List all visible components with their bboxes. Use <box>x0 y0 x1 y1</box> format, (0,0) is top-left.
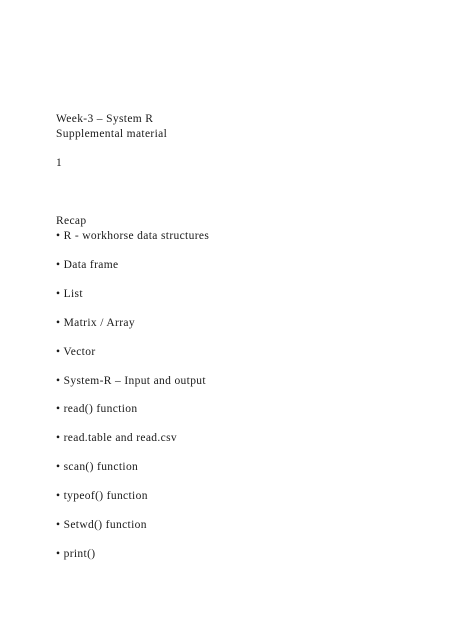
recap-heading: Recap <box>56 215 87 227</box>
title-line-1: Week-3 – System R <box>56 113 154 125</box>
list-item: • List <box>56 288 83 300</box>
list-item: • Matrix / Array <box>56 317 135 329</box>
list-item: • read() function <box>56 403 138 415</box>
list-item: • read.table and read.csv <box>56 432 178 444</box>
list-item: • Data frame <box>56 259 119 271</box>
list-item: • System-R – Input and output <box>56 375 206 387</box>
list-item: • print() <box>56 548 96 560</box>
list-item: • Setwd() function <box>56 519 147 531</box>
title-line-2: Supplemental material <box>56 128 168 140</box>
list-item: • R - workhorse data structures <box>56 230 210 242</box>
list-item: • scan() function <box>56 461 139 473</box>
list-item: • typeof() function <box>56 490 148 502</box>
page-number: 1 <box>56 157 63 169</box>
list-item: • Vector <box>56 346 96 358</box>
